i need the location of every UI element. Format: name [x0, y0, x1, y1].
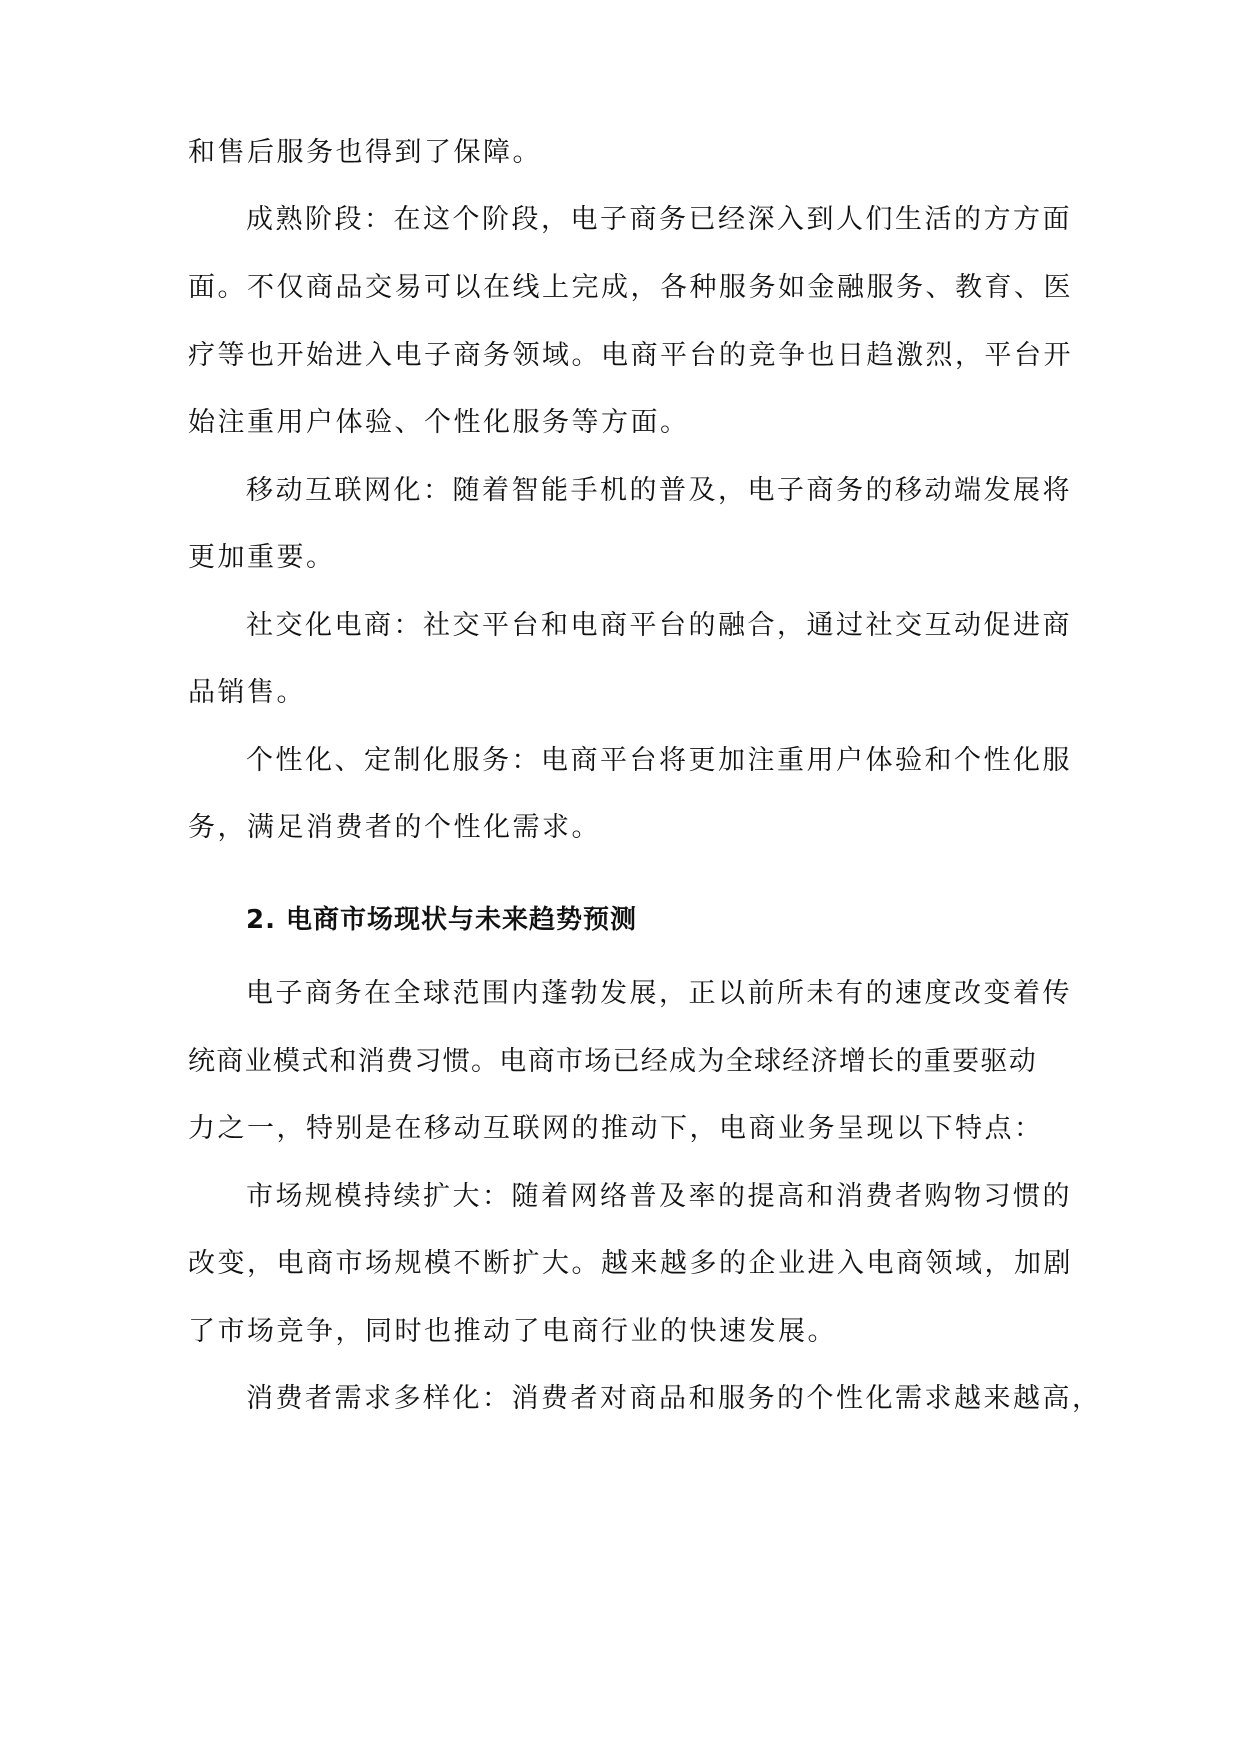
paragraph-line: 更加重要。 — [188, 542, 336, 573]
paragraph-line: 始注重用户体验、个性化服务等方面。 — [188, 407, 690, 438]
paragraph-line: 市场规模持续扩大：随着网络普及率的提高和消费者购物习惯的 — [246, 1181, 1072, 1212]
paragraph-line: 力之一，特别是在移动互联网的推动下，电商业务呈现以下特点： — [188, 1113, 1044, 1144]
paragraph-line: 改变，电商市场规模不断扩大。越来越多的企业进入电商领域，加剧 — [188, 1248, 1073, 1279]
paragraph-line: 疗等也开始进入电子商务领域。电商平台的竞争也日趋激烈，平台开 — [188, 340, 1073, 371]
paragraph-line: 面。不仅商品交易可以在线上完成，各种服务如金融服务、教育、医 — [188, 272, 1073, 303]
paragraph-line: 了市场竞争，同时也推动了电商行业的快速发展。 — [188, 1316, 837, 1347]
paragraph-line: 和售后服务也得到了保障。 — [188, 137, 542, 168]
paragraph-line: 务，满足消费者的个性化需求。 — [188, 812, 601, 843]
paragraph-line: 社交化电商：社交平台和电商平台的融合，通过社交互动促进商 — [246, 610, 1072, 641]
paragraph-line: 成熟阶段：在这个阶段，电子商务已经深入到人们生活的方方面 — [246, 204, 1072, 235]
paragraph-line: 品销售。 — [188, 677, 306, 708]
section-heading: 2. 电商市场现状与未来趋势预测 — [246, 905, 638, 935]
paragraph-line: 消费者需求多样化：消费者对商品和服务的个性化需求越来越高， — [246, 1383, 1102, 1414]
paragraph-line: 统商业模式和消费习惯。电商市场已经成为全球经济增长的重要驱动 — [188, 1046, 1037, 1077]
paragraph-line: 移动互联网化：随着智能手机的普及，电子商务的移动端发展将 — [246, 475, 1072, 506]
paragraph-line: 个性化、定制化服务：电商平台将更加注重用户体验和个性化服 — [246, 745, 1072, 776]
paragraph-line: 电子商务在全球范围内蓬勃发展，正以前所未有的速度改变着传 — [246, 978, 1072, 1009]
